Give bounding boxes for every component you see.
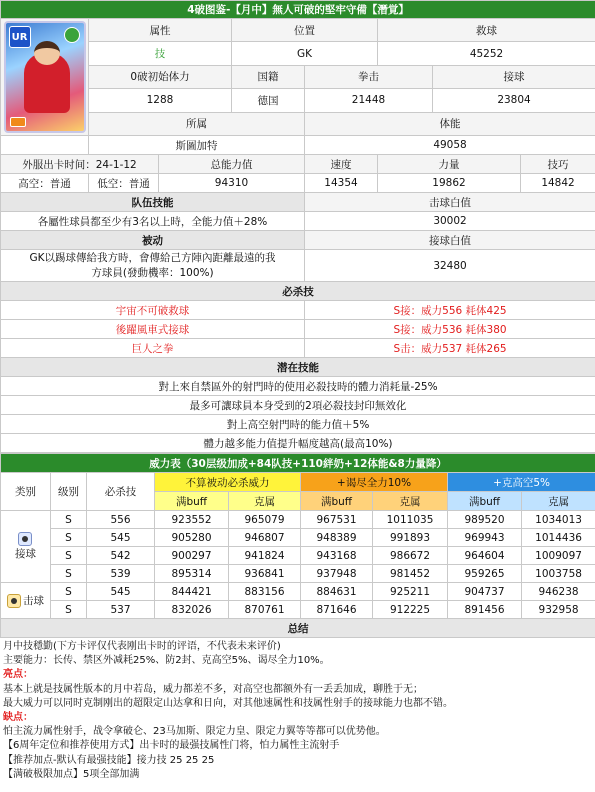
latent-item-1: 對上來自禁區外的射門時的使用必殺技時的體力消耗量-25% [1,377,595,396]
sub-counter: 克属 [229,492,301,511]
tech-label: 技巧 [521,155,595,174]
sub-counter: 克属 [373,492,448,511]
rarity-badge: UR [9,26,31,48]
pos-label: 位置 [232,19,378,42]
cell-power: 556 [87,511,155,529]
low-ball: 低空：普通 [89,174,159,193]
tech-value: 14842 [521,174,595,193]
special-name-2: 後躍風車式接球 [1,320,305,339]
total-label: 总能力值 [159,155,305,174]
extra-line: 【推荐加点-默认有最强技能】接力技 25 25 25 [3,754,215,766]
punch-category-label: 击球 [23,595,44,607]
cell-level: S [51,547,87,565]
cell-power: 545 [87,583,155,601]
cell-value: 932958 [522,601,595,619]
page-title: 4破图鉴-【月中】無人可破的堅牢守備【潛覚】 [1,1,595,19]
special-desc-1: S接：威力556 耗体425 [305,301,595,320]
cell-value: 986672 [373,547,448,565]
release-date: 外服出卡时间：24-1-12 [1,155,159,174]
cell-value: 946238 [522,583,595,601]
team-skill-header: 队伍技能 [1,193,305,212]
cell-value: 870761 [229,601,301,619]
cell-value: 937948 [301,565,373,583]
catch-white-label: 接球白值 [305,231,595,250]
latent-item-2: 最多可讓球員本身受到的2項必殺技封印無效化 [1,396,595,415]
catch-label: 接球 [433,65,595,88]
cell-value: 900297 [155,547,229,565]
total-value: 94310 [159,174,305,193]
summary-body [0,638,595,784]
sub-full-buff: 满buff [301,492,373,511]
attr-value: 技 [89,42,232,65]
punch-label: 拳击 [305,65,433,88]
attr-label: 属性 [89,19,232,42]
catch-category-label: 接球 [15,548,36,560]
cell-value: 905280 [155,529,229,547]
cell-level: S [51,583,87,601]
cell-value: 1011035 [373,511,448,529]
table-row [1,583,595,601]
cell-value: 871646 [301,601,373,619]
cell-value: 923552 [155,511,229,529]
punch-value: 21448 [305,89,433,112]
card-portrait [1,19,89,136]
cell-value: 991893 [373,529,448,547]
cell-power: 539 [87,565,155,583]
latent-item-3: 對上高空射門時的能力值＋5% [1,415,595,434]
punch-white-label: 击球白值 [305,193,595,212]
latent-header: 潜在技能 [1,358,595,377]
group-counter-high: +克高空5% [448,473,595,492]
sub-full-buff: 满buff [155,492,229,511]
pros-label: 亮点： [3,669,33,681]
cell-power: 542 [87,547,155,565]
group-full-effort: +谒尽全力10% [301,473,448,492]
power-value: 19862 [378,174,521,193]
attribute-badge-icon [64,27,80,43]
summary-line: 主要能力：长传、禁区外减耗25%、防2封、克高空5%、谒尽全力10%。 [3,655,330,667]
nation-label: 国籍 [232,65,305,88]
pros-line: 最大威力可以同时克制刚出的超限定山达拿和日向，对其他速属性和技属性射手的接球能力也都不错。 [3,697,453,709]
cons-line: 怕主流力属性射手，战令拿破仑、23马加斯、限定力皇、限定力翼等等都可以优势他。 [3,726,386,738]
table-row [1,529,595,547]
cons-label: 缺点： [3,712,33,724]
table-row [1,511,595,529]
cell-level: S [51,511,87,529]
cell-value: 883156 [229,583,301,601]
extra-line: 【6周年定位和推荐使用方式】出卡时的最强技属性门将，怕力属性主流射手 [3,740,340,752]
power-label: 力量 [378,155,521,174]
cell-value: 891456 [448,601,522,619]
cell-value: 989520 [448,511,522,529]
speed-value: 14354 [305,174,378,193]
punch-category [1,583,51,619]
pros-line: 基本上就是技属性版本的月中若岛，威力都差不多，对高空也都额外有一丢丢加成，聊胜于无； [3,683,423,695]
cell-value: 967531 [301,511,373,529]
cell-value: 844421 [155,583,229,601]
catch-category [1,511,51,583]
nation-value: 德国 [232,89,305,112]
stamina-value: 49058 [305,136,595,155]
cell-value: 981452 [373,565,448,583]
table-row [1,547,595,565]
team-value: 斯圖加特 [89,136,305,155]
special-name-3: 巨人之拳 [1,339,305,358]
cell-value: 943168 [301,547,373,565]
cell-value: 946807 [229,529,301,547]
power-table [0,453,595,638]
passive-text-line1: GK以踢球傳給我方時，會傳給己方陣內距離最遠的我 [29,251,276,264]
team-skill-text: 各屬性球員都至少有3名以上時，全能力值＋28% [1,212,305,231]
cell-value: 965079 [229,511,301,529]
passive-text [1,250,305,282]
sub-full-buff: 满buff [448,492,522,511]
cell-level: S [51,565,87,583]
cell-value: 1009097 [522,547,595,565]
catch-white-value: 32480 [305,250,595,282]
keeper-head [34,41,60,65]
table-row [1,565,595,583]
high-ball: 高空：普通 [1,174,89,193]
stamina-label: 体能 [305,112,595,135]
passive-header: 被动 [1,231,305,250]
cell-value: 925211 [373,583,448,601]
cell-value: 895314 [155,565,229,583]
punch-fist-icon [7,594,21,608]
col-level: 级别 [51,473,87,511]
special-desc-3: S击：威力537 耗体265 [305,339,595,358]
cell-value: 948389 [301,529,373,547]
cell-value: 969943 [448,529,522,547]
special-desc-2: S接：威力536 耗体380 [305,320,595,339]
power-table-title: 威力表（30层级加成+84队技+110絆奶+12体能&8力量降） [1,454,595,473]
passive-text-line2: 方球員(發動機率：100%) [91,266,214,279]
cell-value: 832026 [155,601,229,619]
cell-level: S [51,601,87,619]
cell-value: 904737 [448,583,522,601]
cell-value: 1014436 [522,529,595,547]
sub-counter: 克属 [522,492,595,511]
character-card-image [4,21,86,133]
col-skill: 必杀技 [87,473,155,511]
summary-line: 月中技穩勤(下方卡评仅代表刚出卡时的评语，不代表未来评价) [3,641,281,652]
cell-value: 912225 [373,601,448,619]
table-row [1,601,595,619]
summary-header: 总结 [1,619,595,638]
position-badge-icon [10,117,26,127]
cell-value: 936841 [229,565,301,583]
punch-white-value: 30002 [305,212,595,231]
cell-value: 1034013 [522,511,595,529]
hp0-label: 0破初始体力 [89,65,232,88]
save-label: 救球 [378,19,595,42]
group-no-passive: 不算被动必杀威力 [155,473,301,492]
col-type: 类别 [1,473,51,511]
cell-value: 884631 [301,583,373,601]
catch-value: 23804 [433,89,595,112]
pos-value: GK [232,42,378,65]
cell-power: 537 [87,601,155,619]
catch-ball-icon [18,532,32,546]
cell-value: 959265 [448,565,522,583]
team-label: 所属 [89,112,305,135]
special-header: 必杀技 [1,282,595,301]
hp0-value: 1288 [89,89,232,112]
latent-item-4: 體力越多能力值提升幅度越高(最高10%) [1,434,595,453]
special-name-1: 宇宙不可破救球 [1,301,305,320]
cell-level: S [51,529,87,547]
speed-label: 速度 [305,155,378,174]
extra-line: 【满破极限加点】5项全部加满 [3,768,140,780]
cell-value: 964604 [448,547,522,565]
cell-value: 941824 [229,547,301,565]
cell-value: 1003758 [522,565,595,583]
save-value: 45252 [378,42,595,65]
cell-power: 545 [87,529,155,547]
